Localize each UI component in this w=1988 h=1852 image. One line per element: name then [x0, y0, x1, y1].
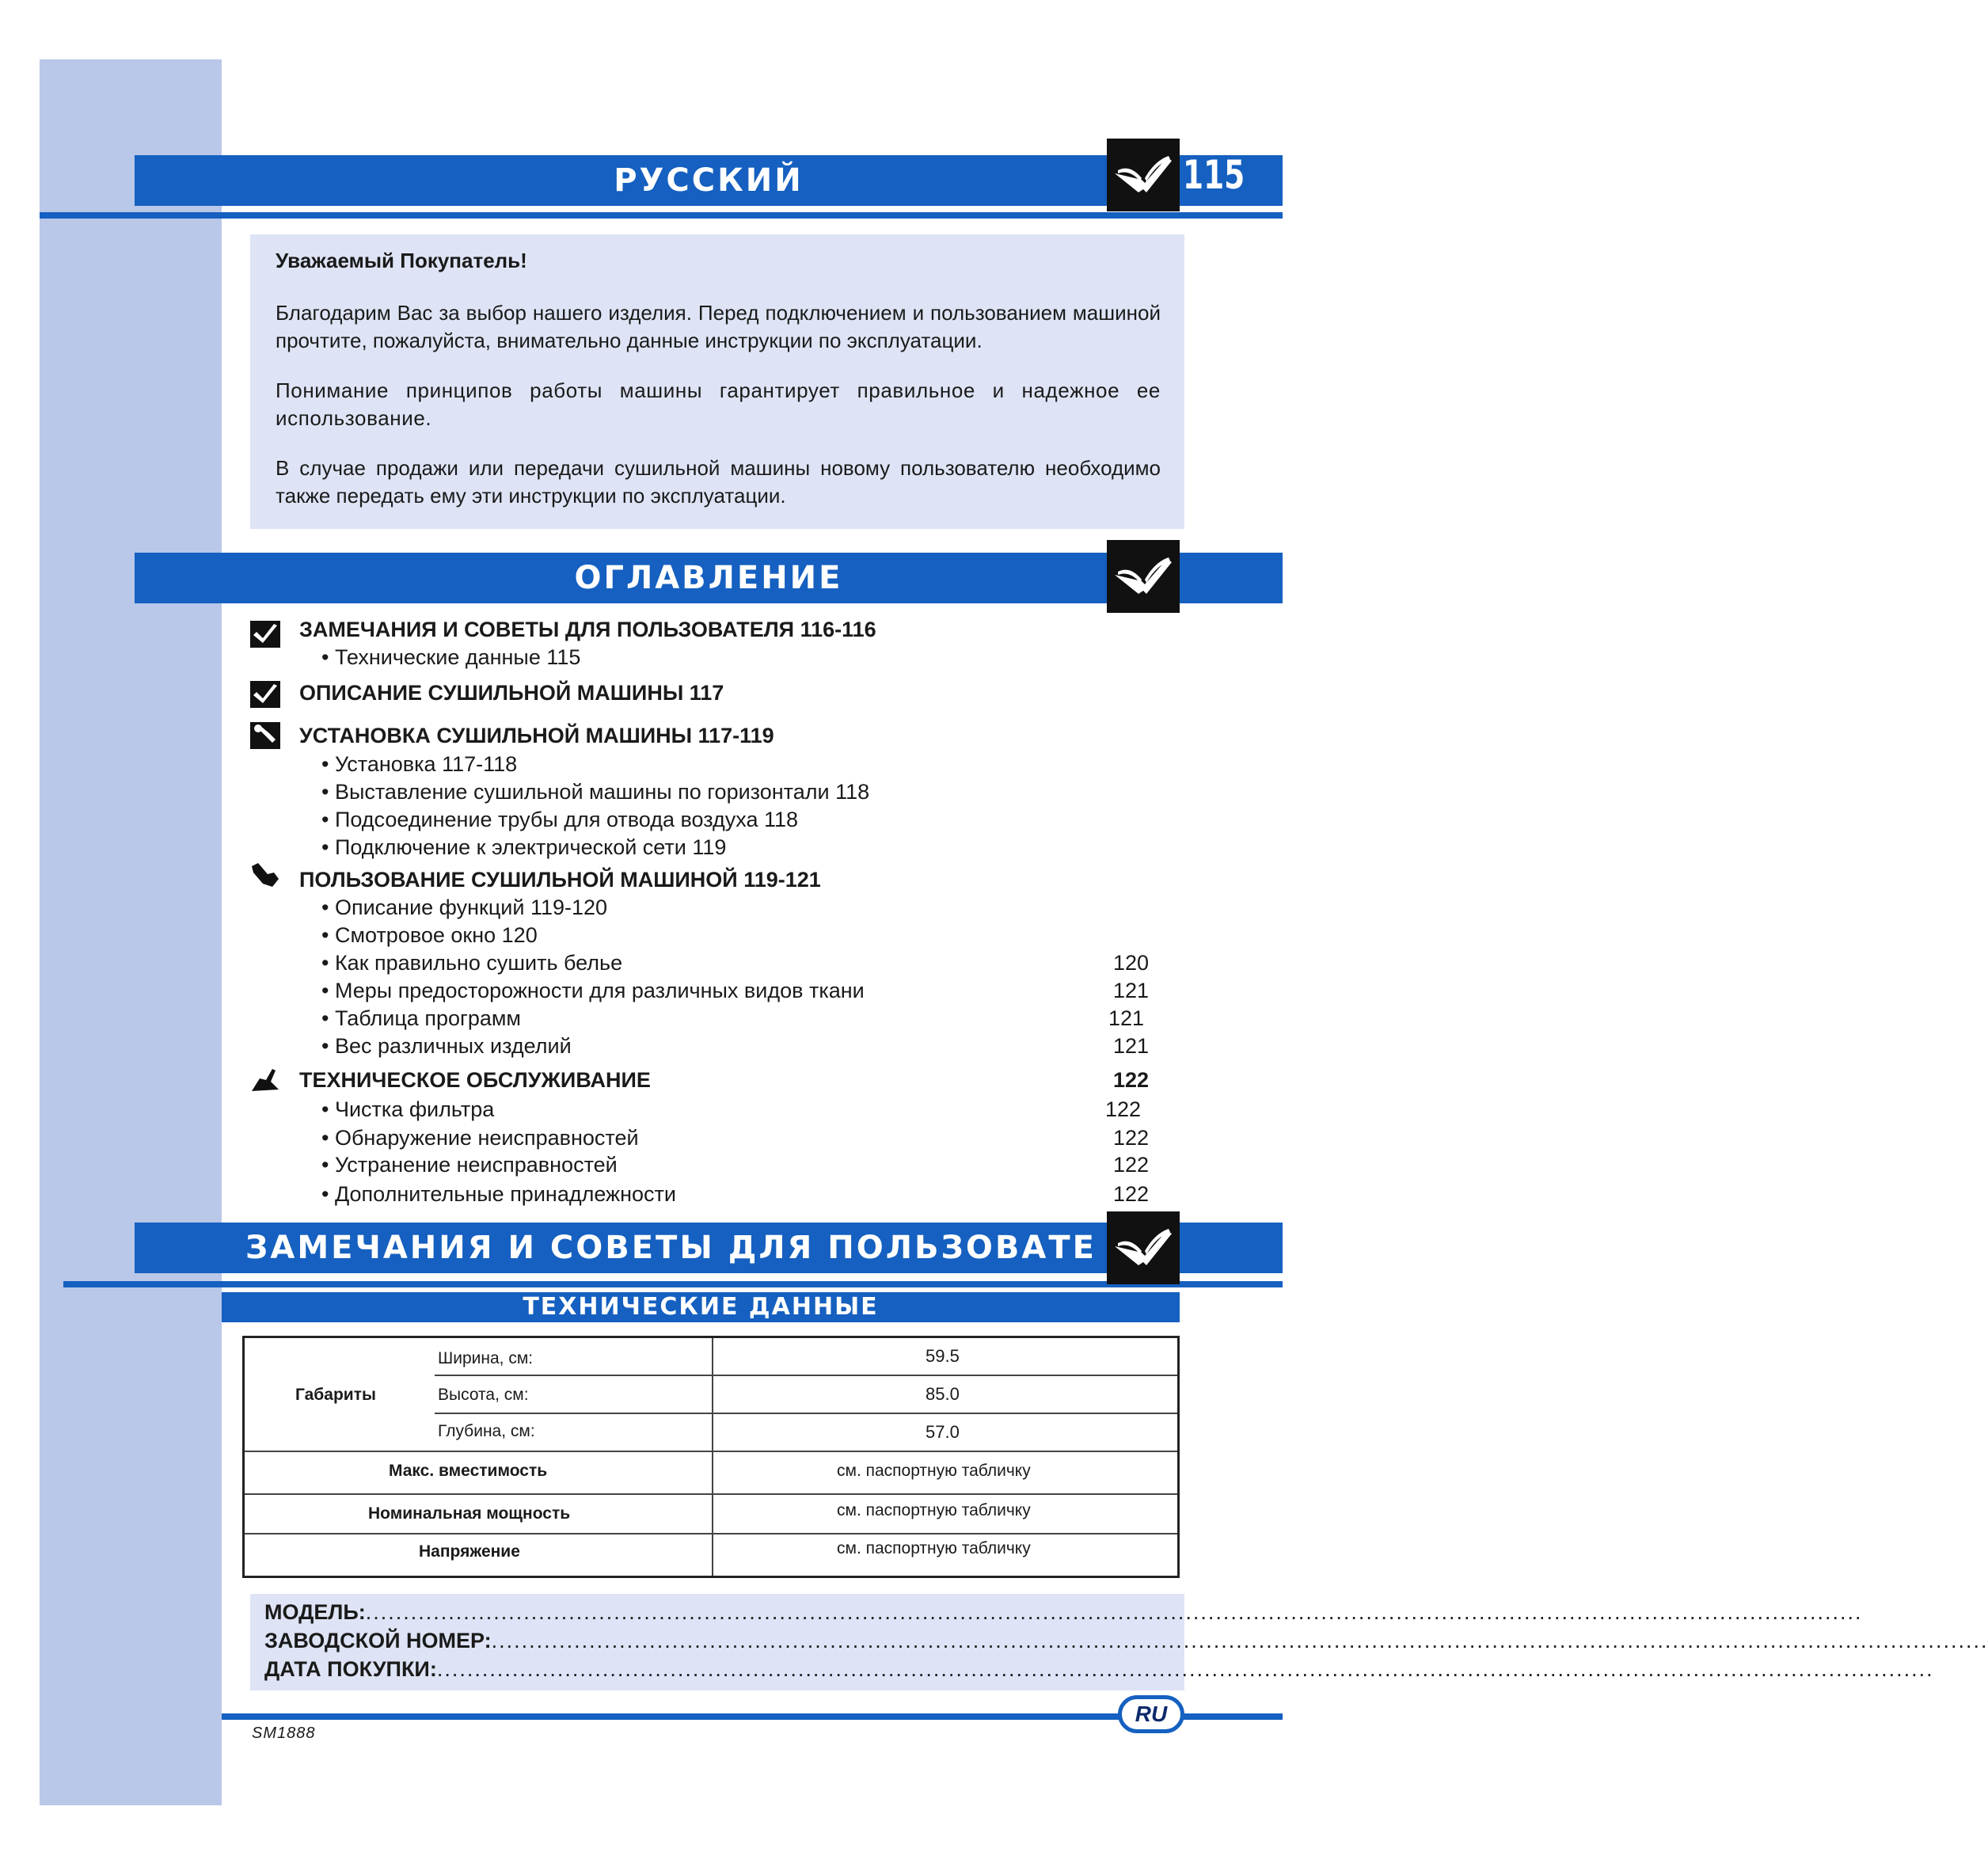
book-icon: [250, 621, 280, 648]
toc-page-number: 122: [1113, 1068, 1150, 1092]
intro-paragraph: В случае продажи или передачи сушильной машины новому пользователю необходимо также передать ему эти инструкции по эксплуатации.: [276, 456, 1161, 508]
side-strip: [40, 59, 222, 1805]
toc-item-link[interactable]: • Вес различных изделий: [321, 1034, 572, 1058]
intro-paragraph: Благодарим Вас за выбор нашего изделия. Перед подключением и пользованием машиной прочтите, пожалуйста, внимательно данные инструкции по эксплуатации.: [276, 301, 1161, 352]
purchase-label: ДАТА ПОКУПКИ:: [264, 1657, 437, 1681]
dimensions-label: Габариты: [295, 1386, 376, 1404]
toc-item-link[interactable]: • Обнаружение неисправностей: [321, 1126, 639, 1150]
page-number: 115: [1183, 152, 1245, 198]
toc-section-link[interactable]: ТЕХНИЧЕСКОЕ ОБСЛУЖИВАНИЕ: [299, 1068, 651, 1092]
toc-item-link[interactable]: • Как правильно сушить белье: [321, 951, 623, 975]
toc-page-number: 122: [1113, 1153, 1150, 1177]
voltage-label: Напряжение: [419, 1542, 520, 1561]
toc-page-number: 122: [1113, 1182, 1150, 1206]
toc-page-number: 121: [1113, 1034, 1150, 1058]
hand-icon: [250, 861, 280, 888]
toc-item-link[interactable]: • Чистка фильтра: [321, 1097, 495, 1121]
toc-section-link[interactable]: УСТАНОВКА СУШИЛЬНОЙ МАШИНЫ 117-119: [299, 724, 774, 747]
table-divider: [245, 1493, 1177, 1495]
toc-item-link[interactable]: • Таблица программ: [321, 1006, 521, 1030]
table-divider: [435, 1413, 1177, 1414]
header-rule: [40, 212, 1283, 219]
intro-panel: [250, 234, 1184, 529]
table-divider: [245, 1451, 1177, 1452]
cleaning-icon: [250, 1066, 280, 1093]
model-info-panel: [250, 1594, 1988, 1690]
toc-item-link[interactable]: • Меры предосторожности для различных видов ткани: [321, 979, 865, 1002]
toc-item-link[interactable]: • Установка 117-118: [321, 752, 518, 776]
depth-label: Глубина, см:: [438, 1422, 535, 1440]
purchase-date-field[interactable]: ДАТА ПОКУПКИ:.......................................................................................................................................................................................................: [264, 1657, 1934, 1681]
power-label: Номинальная мощность: [368, 1504, 571, 1523]
serial-field[interactable]: ЗАВОДСКОЙ НОМЕР:.......................................................................................................................................................................................................: [264, 1629, 1988, 1652]
tech-data-subtitle: ТЕХНИЧЕСКИЕ ДАННЫЕ: [222, 1292, 1180, 1322]
model-field[interactable]: МОДЕЛЬ:.......................................................................................................................................................................................................: [264, 1600, 1863, 1624]
toc-page-number: 122: [1113, 1126, 1150, 1150]
table-divider: [435, 1375, 1177, 1376]
book-icon: [1107, 139, 1180, 211]
capacity-value: см. паспортную табличку: [837, 1462, 1031, 1480]
language-title: РУССКИЙ: [614, 162, 804, 199]
document-code: SM1888: [252, 1725, 316, 1742]
advice-title: ЗАМЕЧАНИЯ И СОВЕТЫ ДЛЯ ПОЛЬЗОВАТЕ: [245, 1230, 1097, 1266]
toc-page-number: 120: [1113, 951, 1150, 975]
model-label: МОДЕЛЬ:: [264, 1600, 366, 1624]
capacity-label: Макс. вместимость: [389, 1462, 548, 1480]
toc-item-link[interactable]: • Описание функций 119-120: [321, 896, 608, 919]
wrench-icon: [250, 722, 280, 749]
serial-label: ЗАВОДСКОЙ НОМЕР:: [264, 1629, 492, 1652]
language-badge: RU: [1118, 1695, 1184, 1733]
toc-title: ОГЛАВЛЕНИЕ: [574, 560, 843, 596]
height-value: 85.0: [926, 1384, 960, 1404]
height-label: Высота, см:: [438, 1386, 529, 1404]
toc-item-link[interactable]: • Технические данные 115: [321, 645, 581, 669]
toc-item-link[interactable]: • Дополнительные принадлежности: [321, 1182, 676, 1206]
book-icon: [1107, 1211, 1180, 1284]
table-divider: [712, 1338, 713, 1576]
book-icon: [250, 681, 280, 708]
width-label: Ширина, см:: [438, 1349, 534, 1367]
toc-item-link[interactable]: • Смотровое окно 120: [321, 923, 538, 947]
voltage-value: см. паспортную табличку: [837, 1539, 1031, 1557]
toc-section-link[interactable]: ПОЛЬЗОВАНИЕ СУШИЛЬНОЙ МАШИНОЙ 119-121: [299, 868, 821, 892]
toc-item-link[interactable]: • Выставление сушильной машины по горизонтали 118: [321, 780, 870, 804]
toc-item-link[interactable]: • Подсоединение трубы для отвода воздуха 118: [321, 808, 799, 831]
power-value: см. паспортную табличку: [837, 1501, 1031, 1519]
intro-paragraph: Понимание принципов работы машины гарантирует правильное и надежное ее использование.: [276, 378, 1161, 430]
depth-value: 57.0: [926, 1422, 960, 1442]
toc-section-link[interactable]: ЗАМЕЧАНИЯ И СОВЕТЫ ДЛЯ ПОЛЬЗОВАТЕЛЯ 116-116: [299, 618, 876, 641]
table-divider: [245, 1533, 1177, 1534]
toc-page-number: 121: [1113, 979, 1150, 1002]
width-value: 59.5: [926, 1346, 960, 1366]
toc-item-link[interactable]: • Подключение к электрической сети 119: [321, 835, 727, 859]
spec-table: [242, 1336, 1180, 1578]
toc-page-number: 121: [1108, 1006, 1145, 1030]
toc-page-number: 122: [1105, 1097, 1142, 1121]
advice-rule: [63, 1281, 1283, 1287]
toc-section-link[interactable]: ОПИСАНИЕ СУШИЛЬНОЙ МАШИНЫ 117: [299, 681, 724, 705]
greeting: Уважаемый Покупатель!: [276, 249, 527, 272]
book-icon: [1107, 540, 1180, 613]
toc-item-link[interactable]: • Устранение неисправностей: [321, 1153, 618, 1177]
